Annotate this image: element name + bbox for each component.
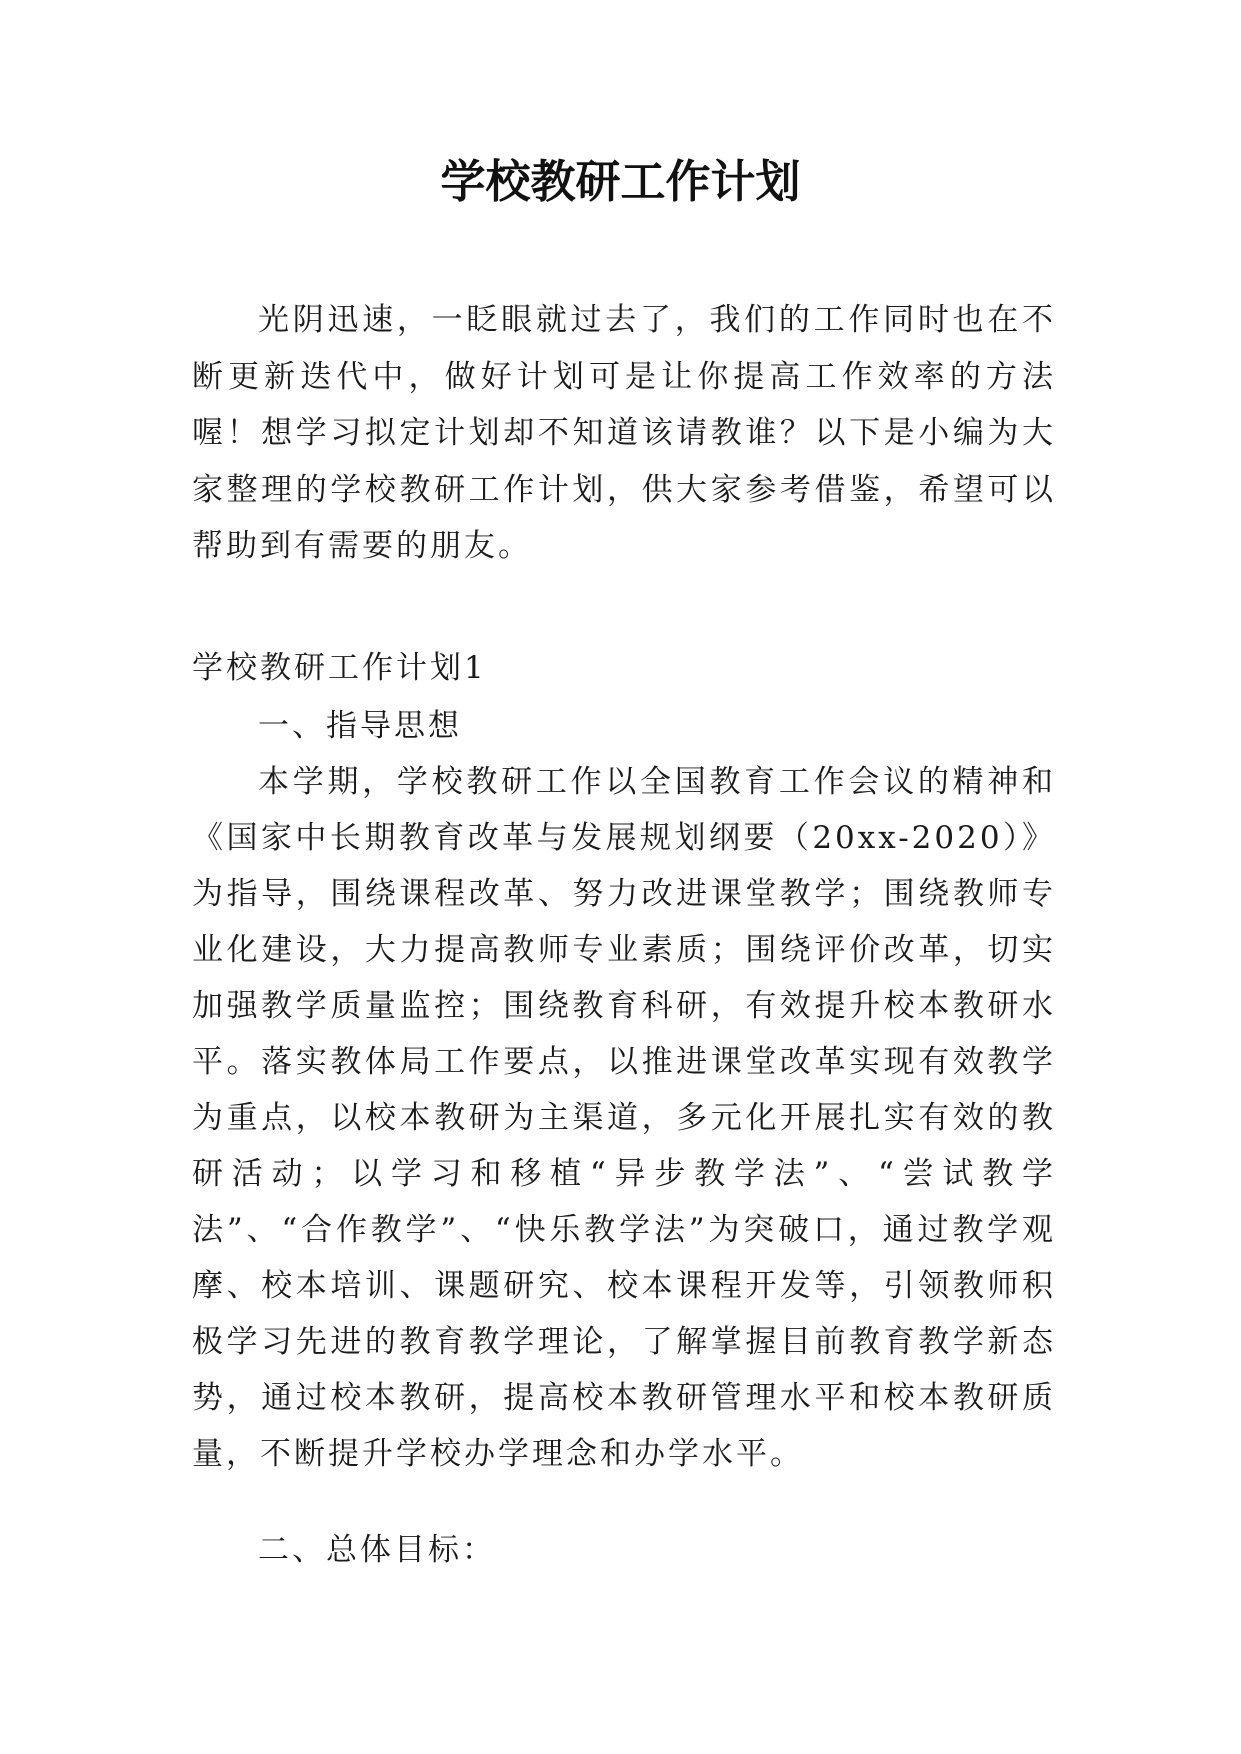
intro-paragraph: 光阴迅速，一眨眼就过去了，我们的工作同时也在不断更新迭代中，做好计划可是让你提高工作效率的方法喔！想学习拟定计划却不知道该请教谁？以下是小编为大家整理的学校教研工作计划，供大家参考借鉴，希望可以帮助到有需要的朋友。: [192, 302, 1056, 564]
heading-guiding-ideology: 一、指导思想: [258, 708, 462, 744]
document-title: 学校教研工作计划: [440, 155, 801, 208]
heading-overall-goals: 二、总体目标：: [258, 1532, 496, 1568]
section-title: 学校教研工作计划1: [192, 650, 487, 686]
body-paragraph: 本学期，学校教研工作以全国教育工作会议的精神和《国家中长期教育改革与发展规划纲要（20xx-2020）》为指导，围绕课程改革、努力改进课堂教学；围绕教师专业化建设，大力提高教师专业素质；围绕评价改革，切实加强教学质量监控；围绕教育科研，有效提升校本教研水平。落实教体局工作要点，以推进课堂改革实现有效教学为重点，以校本教研为主渠道，多元化开展扎实有效的教研活动；以学习和移植“异步教学法”、“尝试教学法”、“合作教学”、“快乐教学法”为突破口，通过教学观摩、校本培训、课题研究、校本课程开发等，引领教师积极学习先进的教育教学理论，了解掌握目前教育教学新态势，通过校本教研，提高校本教研管理水平和校本教研质量，不断提升学校办学理念和办学水平。: [192, 764, 1056, 1472]
